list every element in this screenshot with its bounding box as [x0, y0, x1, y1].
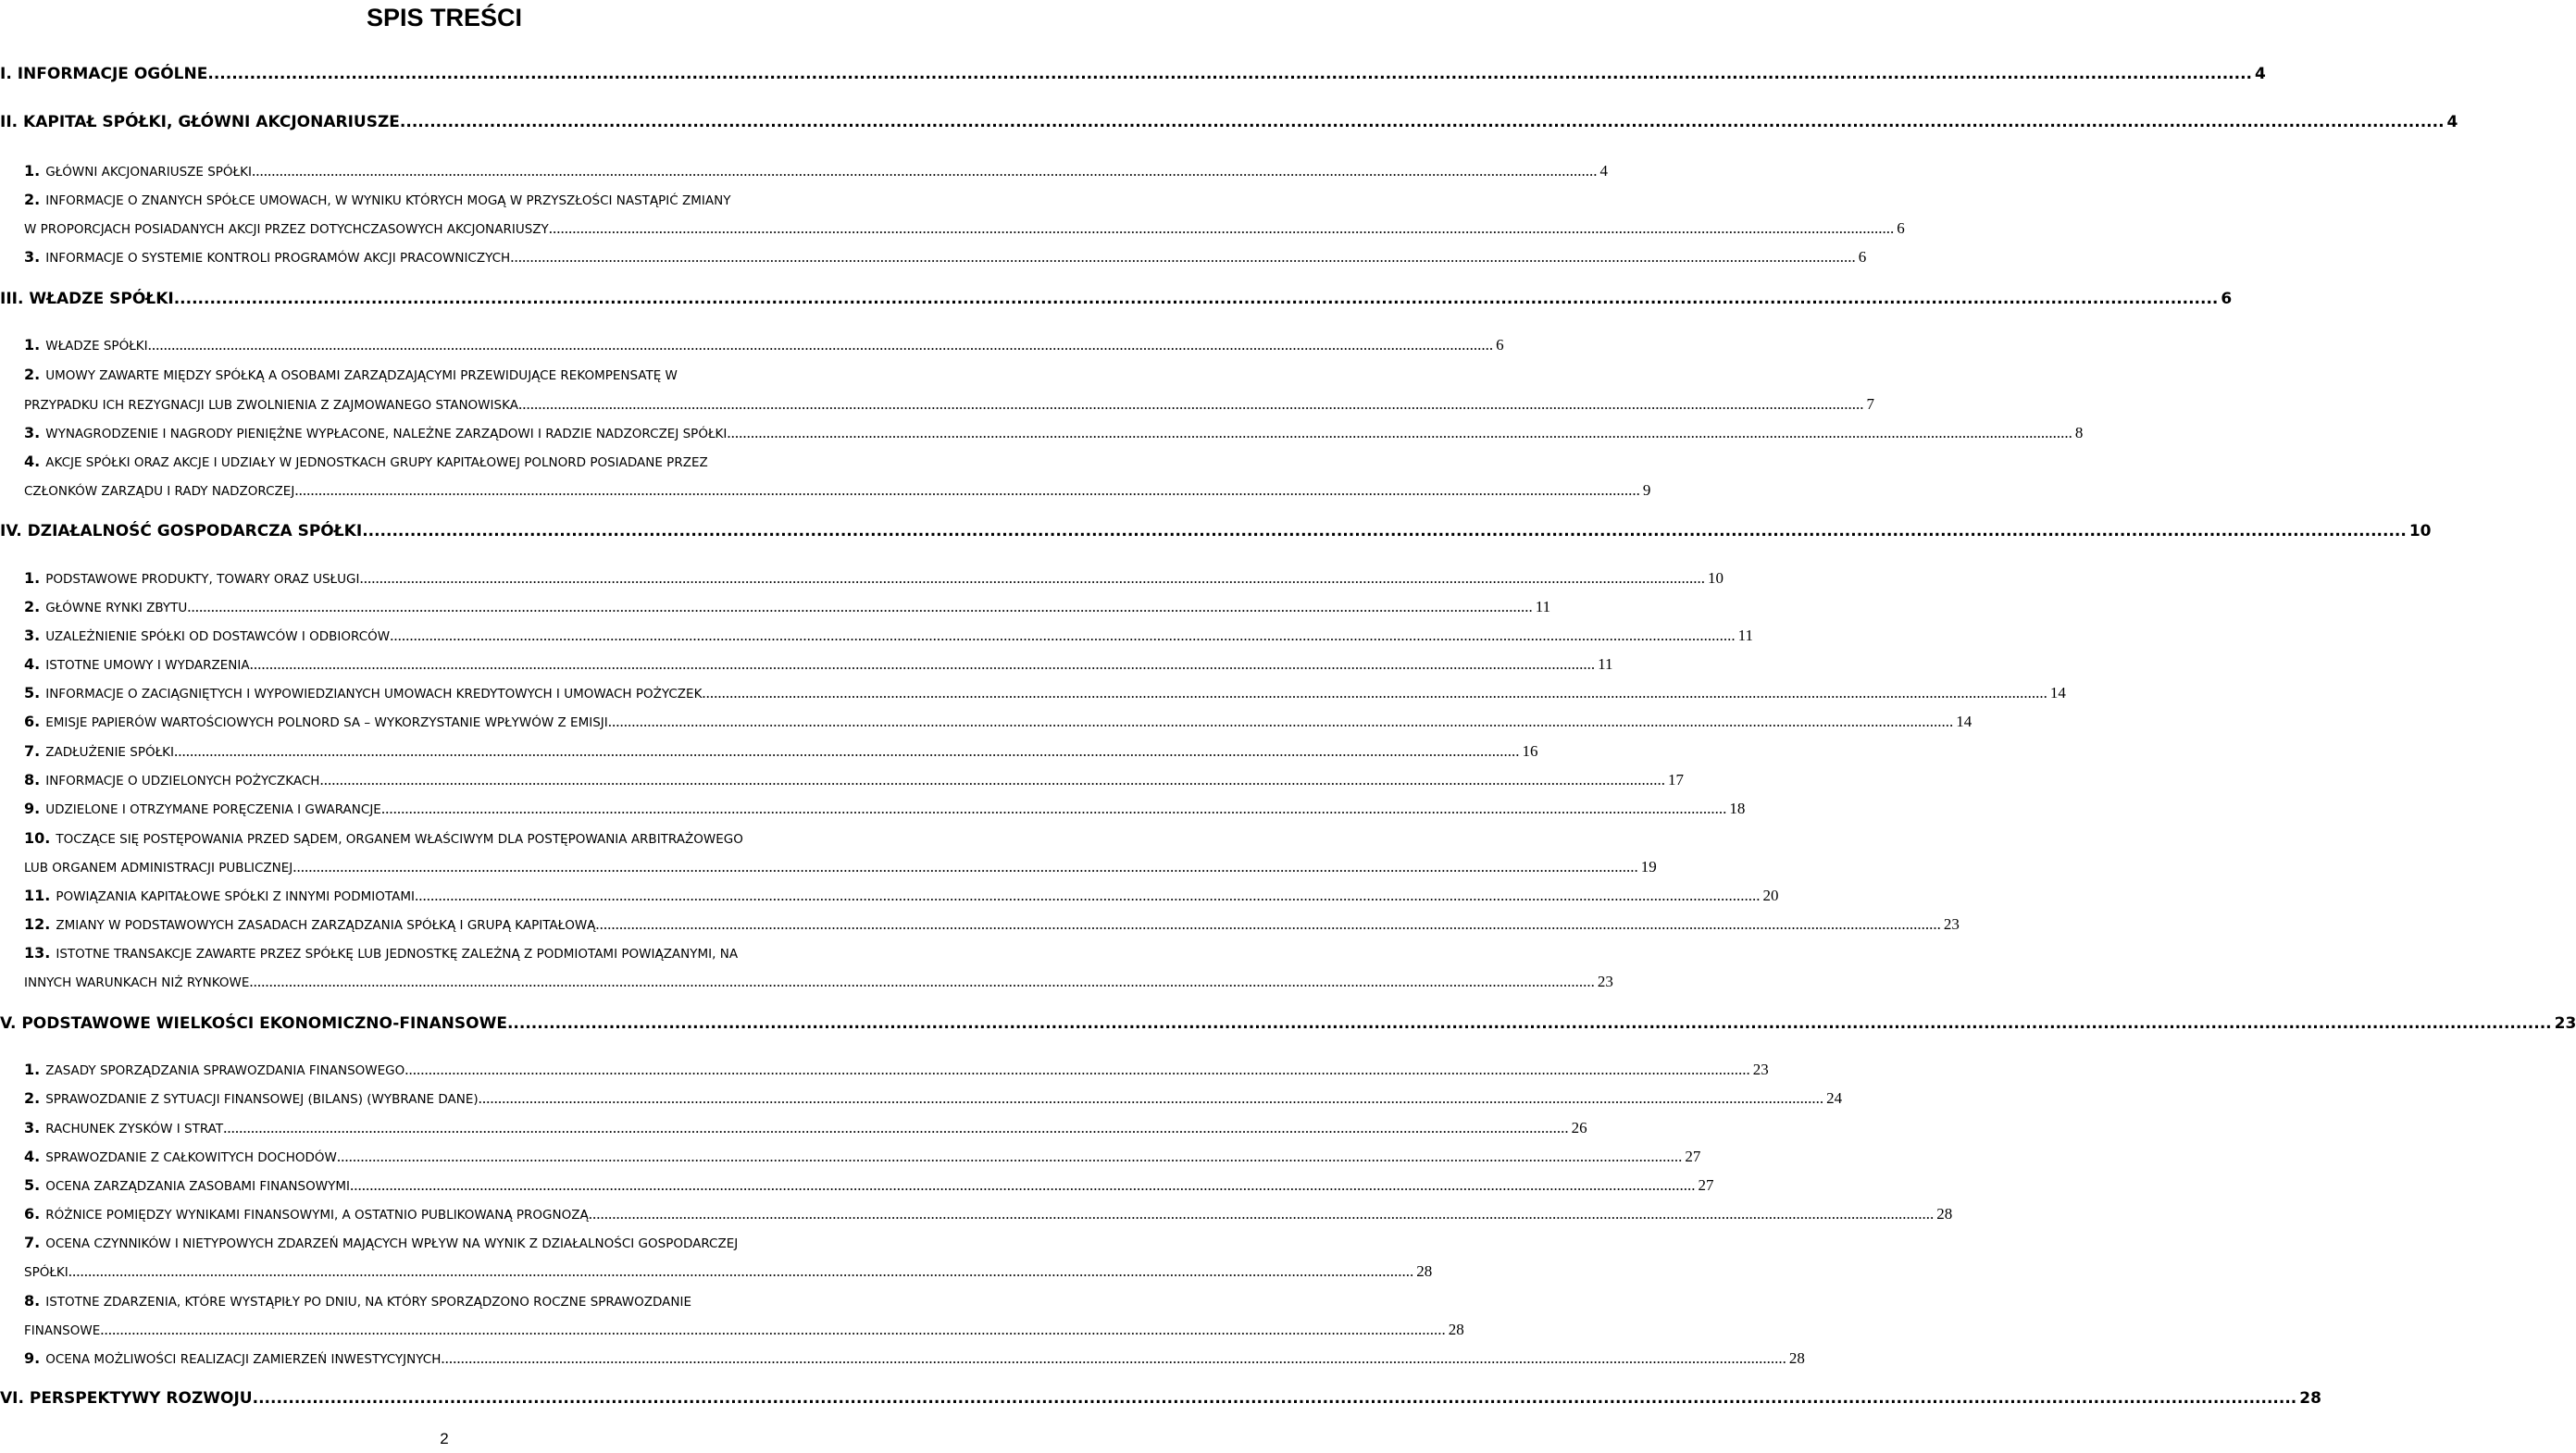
dot-leader [207, 65, 2252, 83]
toc-number: 10. [24, 829, 51, 847]
toc-item-3-4[interactable] [0, 453, 889, 475]
toc-label: II. KAPITAŁ SPÓŁKI, GŁÓWNI AKCJONARIUSZE [0, 113, 400, 131]
toc-page-number: 27 [1685, 1148, 1701, 1165]
dot-leader [400, 113, 2445, 131]
toc-item-5-4[interactable] [0, 1148, 1701, 1170]
dot-leader [249, 973, 1595, 991]
toc-section-6[interactable] [0, 1389, 2321, 1411]
toc-page-number: 6 [2221, 290, 2233, 308]
toc-item-5-7-cont[interactable] [0, 1262, 1433, 1285]
toc-section-2[interactable] [0, 113, 2458, 135]
toc-item-3-3[interactable] [0, 424, 2084, 446]
dot-leader [174, 290, 2219, 308]
dot-leader [174, 742, 1520, 761]
toc-label: INFORMACJE O ZNANYCH SPÓŁCE UMOWACH, W WYNIKU KTÓRYCH MOGĄ W PRZYSZŁOŚCI NASTĄPIĆ ZMIANY [45, 193, 731, 208]
dot-leader [350, 1176, 1696, 1195]
page-title: SPIS TREŚCI [366, 4, 523, 31]
toc-label: PODSTAWOWE PRODUKTY, TOWARY ORAZ USŁUGI [45, 572, 360, 587]
toc-label: UZALEŻNIENIE SPÓŁKI OD DOSTAWCÓW I ODBIORCÓW [45, 629, 391, 644]
toc-page-number: 6 [1858, 248, 1867, 266]
dot-leader [390, 627, 1736, 645]
toc-item-5-8-cont[interactable] [0, 1321, 1464, 1343]
toc-item-4-6[interactable] [0, 713, 1972, 735]
toc-number: 5. [24, 684, 41, 702]
toc-page-number: 10 [2408, 522, 2432, 540]
toc-number: 3. [24, 627, 41, 644]
toc-section-1[interactable] [0, 65, 2266, 87]
toc-section-4[interactable] [0, 522, 2432, 544]
toc-label: INFORMACJE O ZACIĄGNIĘTYCH I WYPOWIEDZIANYCH UMOWACH KREDYTOWYCH I UMOWACH POŻYCZEK [45, 687, 703, 702]
toc-page-number: 7 [1866, 395, 1874, 413]
toc-number: 8. [24, 1292, 41, 1310]
toc-label: WYNAGRODZENIE I NAGRODY PIENIĘŻNE WYPŁACONE, NALEŻNE ZARZĄDOWI I RADZIE NADZORCZEJ SPÓŁKI [45, 427, 728, 441]
toc-number: 7. [24, 1234, 41, 1251]
toc-label: ISTOTNE TRANSAKCJE ZAWARTE PRZEZ SPÓŁKĘ LUB JEDNOSTKĘ ZALEŻNĄ Z PODMIOTAMI POWIĄZANYMI, NA [56, 947, 739, 962]
toc-number: 2. [24, 191, 41, 208]
toc-label: GŁÓWNI AKCJONARIUSZE SPÓŁKI [45, 165, 252, 180]
toc-item-3-2-cont[interactable] [0, 395, 1874, 417]
toc-number: 9. [24, 1349, 41, 1367]
toc-label: ZASADY SPORZĄDZANIA SPRAWOZDANIA FINANSOWEGO [45, 1063, 405, 1078]
dot-leader [187, 598, 1533, 616]
toc-number: 1. [24, 1061, 41, 1078]
toc-page-number: 28 [1936, 1205, 1953, 1223]
dot-leader [404, 1061, 1750, 1079]
toc-item-5-6[interactable] [0, 1205, 1953, 1227]
toc-label: INFORMACJE O SYSTEMIE KONTROLI PROGRAMÓW AKCJI PRACOWNICZYCH [45, 251, 511, 266]
toc-item-4-10-cont[interactable] [0, 858, 1657, 880]
toc-label: SPRAWOZDANIE Z CAŁKOWITYCH DOCHODÓW [45, 1150, 337, 1165]
toc-label: ZMIANY W PODSTAWOWYCH ZASADACH ZARZĄDZANIA SPÓŁKĄ I GRUPĄ KAPITAŁOWĄ [56, 918, 596, 933]
dot-leader [68, 1262, 1414, 1281]
toc-number: 6. [24, 1205, 41, 1223]
toc-page-number: 8 [2074, 424, 2084, 441]
toc-page-number: 4 [2446, 113, 2458, 131]
toc-label: IV. DZIAŁALNOŚĆ GOSPODARCZA SPÓŁKI [0, 522, 363, 540]
toc-label: RÓŻNICE POMIĘDZY WYNIKAMI FINANSOWYMI, A OSTATNIO PUBLIKOWANĄ PROGNOZĄ [45, 1208, 589, 1223]
toc-label: UDZIELONE I OTRZYMANE PORĘCZENIA I GWARANCJE [45, 802, 381, 817]
toc-item-4-13[interactable] [0, 944, 889, 966]
toc-label: OCENA MOŻLIWOŚCI REALIZACJI ZAMIERZEŃ INWESTYCYJNYCH [45, 1352, 442, 1367]
toc-page-number: 11 [1598, 655, 1613, 673]
toc-item-2-2-cont[interactable] [0, 219, 1905, 242]
dot-leader [381, 800, 1727, 818]
toc-page-number: 9 [1642, 481, 1651, 499]
toc-item-5-8[interactable] [0, 1292, 889, 1314]
toc-label: PRZYPADKU ICH REZYGNACJI LUB ZWOLNIENIA Z ZAJMOWANEGO STANOWISKA [24, 398, 518, 413]
toc-section-5[interactable] [0, 1014, 2576, 1037]
toc-label: FINANSOWE [24, 1323, 101, 1338]
toc-number: 2. [24, 366, 41, 383]
toc-page-number: 28 [1788, 1349, 1805, 1367]
toc-item-4-13-cont[interactable] [0, 973, 1613, 995]
toc-label: III. WŁADZE SPÓŁKI [0, 290, 174, 308]
toc-page-number: 26 [1571, 1119, 1587, 1136]
toc-item-4-3[interactable] [0, 627, 1753, 649]
toc-item-2-3[interactable] [0, 248, 1867, 270]
toc-number: 5. [24, 1176, 41, 1194]
toc-label: I. INFORMACJE OGÓLNE [0, 65, 208, 83]
toc-number: 4. [24, 655, 41, 673]
dot-leader [507, 1014, 2552, 1033]
toc-page-number: 23 [1943, 915, 1960, 933]
toc-item-4-9[interactable] [0, 800, 1746, 822]
toc-page-number: 19 [1640, 858, 1657, 876]
toc-item-4-7[interactable] [0, 742, 1538, 764]
toc-item-5-7[interactable] [0, 1234, 889, 1256]
toc-label: POWIĄZANIA KAPITAŁOWE SPÓŁKI Z INNYMI PODMIOTAMI [56, 889, 415, 904]
toc-number: 1. [24, 336, 41, 354]
toc-page-number: 27 [1698, 1176, 1714, 1194]
toc-label: OCENA ZARZĄDZANIA ZASOBAMI FINANSOWYMI [45, 1179, 350, 1194]
toc-item-5-1[interactable] [0, 1061, 1769, 1083]
toc-number: 8. [24, 771, 41, 789]
toc-item-5-9[interactable] [0, 1349, 1805, 1372]
toc-item-4-10[interactable] [0, 829, 889, 851]
toc-item-4-4[interactable] [0, 655, 1613, 677]
dot-leader [319, 771, 1665, 789]
toc-number: 9. [24, 800, 41, 817]
toc-label: LUB ORGANEM ADMINISTRACJI PUBLICZNEJ [24, 861, 293, 876]
toc-item-5-5[interactable] [0, 1176, 1714, 1198]
toc-number: 6. [24, 713, 41, 730]
toc-number: 3. [24, 1119, 41, 1136]
dot-leader [608, 713, 1954, 731]
toc-page-number: 24 [1826, 1089, 1843, 1107]
toc-number: 1. [24, 162, 41, 180]
toc-label: AKCJE SPÓŁKI ORAZ AKCJE I UDZIAŁY W JEDNOSTKACH GRUPY KAPITAŁOWEJ POLNORD POSIADANE PRZEZ [45, 455, 708, 470]
toc-item-2-2[interactable] [0, 191, 889, 213]
dot-leader [479, 1089, 1824, 1108]
toc-label: RACHUNEK ZYSKÓW I STRAT [45, 1122, 224, 1136]
toc-page-number: 17 [1667, 771, 1684, 789]
dot-leader [253, 1389, 2297, 1408]
dot-leader [441, 1349, 1786, 1368]
toc-page-number: 20 [1762, 887, 1779, 904]
dot-leader [294, 481, 1640, 500]
toc-page-number: 28 [1416, 1262, 1433, 1280]
toc-label: TOCZĄCE SIĘ POSTĘPOWANIA PRZED SĄDEM, ORGANEM WŁAŚCIWYM DLA POSTĘPOWANIA ARBITRAŻOWEGO [56, 832, 743, 847]
dot-leader [337, 1148, 1683, 1166]
toc-item-5-2[interactable] [0, 1089, 1843, 1111]
toc-page-number: 23 [2554, 1014, 2576, 1033]
toc-label: INFORMACJE O UDZIELONYCH POŻYCZKACH [45, 774, 320, 789]
toc-page-number: 14 [2049, 684, 2066, 702]
toc-label: W PROPORCJACH POSIADANYCH AKCJI PRZEZ DOTYCHCZASOWYCH AKCJONARIUSZY [24, 222, 549, 237]
toc-item-4-5[interactable] [0, 684, 2066, 706]
toc-number: 4. [24, 453, 41, 470]
toc-page-number: 4 [1599, 162, 1608, 180]
dot-leader [589, 1205, 1935, 1223]
toc-item-4-1[interactable] [0, 569, 1724, 591]
toc-page-number: 6 [1897, 219, 1905, 237]
dot-leader [252, 162, 1598, 180]
toc-label: INNYCH WARUNKACH NIŻ RYNKOWE [24, 975, 250, 990]
dot-leader [148, 336, 1494, 354]
dot-leader [510, 248, 1856, 267]
toc-number: 1. [24, 569, 41, 587]
toc-item-3-1[interactable] [0, 336, 1504, 358]
toc-label: ISTOTNE ZDARZENIA, KTÓRE WYSTĄPIŁY PO DNIU, NA KTÓRY SPORZĄDZONO ROCZNE SPRAWOZDANIE [45, 1295, 691, 1310]
toc-number: 2. [24, 1089, 41, 1107]
dot-leader [702, 684, 2047, 702]
toc-label: ISTOTNE UMOWY I WYDARZENIA [45, 658, 250, 673]
dot-leader [595, 915, 1941, 934]
dot-leader [727, 424, 2072, 442]
dot-leader [362, 522, 2407, 540]
toc-page-number: 23 [1752, 1061, 1769, 1078]
toc-label: OCENA CZYNNIKÓW I NIETYPOWYCH ZDARZEŃ MAJĄCYCH WPŁYW NA WYNIK Z DZIAŁALNOŚCI GOSPODARCZEJ [45, 1236, 739, 1251]
toc-item-3-2[interactable] [0, 366, 889, 388]
dot-leader [250, 655, 1596, 674]
toc-number: 7. [24, 742, 41, 760]
toc-item-4-8[interactable] [0, 771, 1684, 793]
toc-page-number: 28 [2299, 1389, 2321, 1408]
toc-page-number: 6 [1496, 336, 1504, 354]
toc-number: 11. [24, 887, 51, 904]
toc-page-number: 16 [1522, 742, 1538, 760]
toc-number: 3. [24, 248, 41, 266]
page-number: 2 [440, 1430, 449, 1447]
toc-label: SPÓŁKI [24, 1265, 68, 1280]
toc-item-4-11[interactable] [0, 887, 1779, 909]
dot-leader [549, 219, 1895, 238]
toc-number: 4. [24, 1148, 41, 1165]
toc-item-4-2[interactable] [0, 598, 1551, 620]
dot-leader [223, 1119, 1569, 1137]
toc-label: ZADŁUŻENIE SPÓŁKI [45, 745, 175, 760]
toc-page-number: 4 [2255, 65, 2266, 83]
dot-leader [359, 569, 1705, 588]
toc-label: WŁADZE SPÓŁKI [45, 339, 148, 354]
toc-label: VI. PERSPEKTYWY ROZWOJU [0, 1389, 253, 1408]
toc-item-2-1[interactable] [0, 162, 1608, 184]
toc-number: 12. [24, 915, 51, 933]
toc-label: EMISJE PAPIERÓW WARTOŚCIOWYCH POLNORD SA – WYKORZYSTANIE WPŁYWÓW Z EMISJI [45, 715, 608, 730]
toc-label: SPRAWOZDANIE Z SYTUACJI FINANSOWEJ (BILANS) (WYBRANE DANE) [45, 1092, 479, 1107]
toc-page-number: 28 [1448, 1321, 1464, 1338]
toc-label: CZŁONKÓW ZARZĄDU I RADY NADZORCZEJ [24, 484, 295, 499]
toc-label: UMOWY ZAWARTE MIĘDZY SPÓŁKĄ A OSOBAMI ZARZĄDZAJĄCYMI PRZEWIDUJĄCE REKOMPENSATĘ W [45, 368, 678, 383]
toc-label: V. PODSTAWOWE WIELKOŚCI EKONOMICZNO-FINANSOWE [0, 1014, 507, 1033]
toc-item-4-12[interactable] [0, 915, 1960, 938]
dot-leader [415, 887, 1761, 905]
toc-page-number: 11 [1737, 627, 1753, 644]
toc-section-3[interactable] [0, 290, 2233, 312]
toc-item-5-3[interactable] [0, 1119, 1587, 1141]
dot-leader [292, 858, 1638, 876]
toc-number: 3. [24, 424, 41, 441]
toc-page-number: 23 [1597, 973, 1613, 990]
toc-label: GŁÓWNE RYNKI ZBYTU [45, 601, 188, 615]
toc-number: 13. [24, 944, 51, 962]
toc-page-number: 10 [1707, 569, 1724, 587]
toc-page-number: 11 [1535, 598, 1551, 615]
toc-number: 2. [24, 598, 41, 615]
toc-page-number: 14 [1956, 713, 1972, 730]
dot-leader [518, 395, 1864, 414]
toc-item-3-4-cont[interactable] [0, 481, 1651, 503]
toc-page-number: 18 [1729, 800, 1746, 817]
dot-leader [100, 1321, 1446, 1339]
